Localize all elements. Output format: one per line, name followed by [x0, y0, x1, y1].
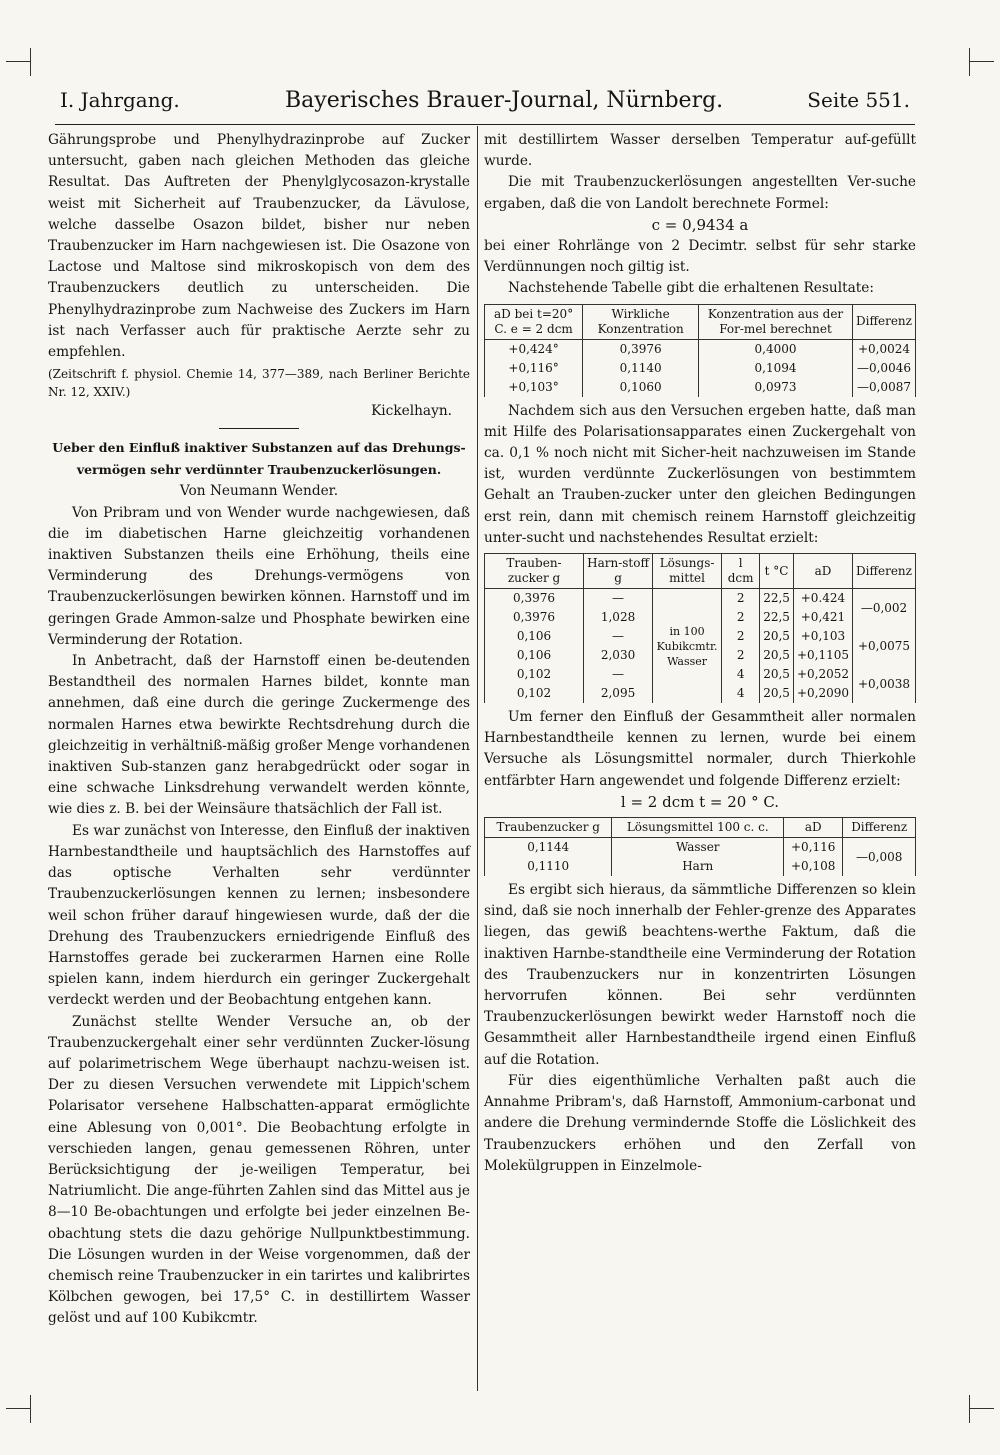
table-cell: 4	[722, 684, 760, 703]
paragraph: Um ferner den Einfluß der Gesammtheit aller normalen Harnbestandtheile kennen zu lernen, wurde bei einem Versuche als Lösungsmittel normaler, durch Thierkohle entfärbter Harn angewendet und folgende Differenz erzielt:	[484, 709, 916, 789]
table-row	[485, 378, 916, 397]
paragraph: Die mit Traubenzuckerlösungen angestellten Ver-suche ergaben, daß die von Landolt berechnete Formel:	[484, 174, 916, 212]
left-column	[48, 130, 470, 1330]
table-cell: 20,5	[760, 684, 794, 703]
table-cell: 0,4000	[699, 339, 853, 359]
table-cell: —	[584, 589, 653, 609]
section-rule	[219, 428, 299, 429]
table-header: aD bei t=20° C. e = 2 dcm	[485, 304, 583, 339]
table-cell: 2	[722, 646, 760, 665]
table-cell: Harn	[612, 857, 784, 876]
table-cell: +0,2090	[793, 684, 852, 703]
paragraph: bei einer Rohrlänge von 2 Decimtr. selbst für sehr starke Verdünnungen noch giltig ist.	[484, 238, 916, 276]
table-cell: 2,030	[584, 646, 653, 665]
crop-mark	[969, 1395, 970, 1423]
citation: (Zeitschrift f. physiol. Chemie 14, 377—389, nach Berliner Berichte Nr. 12, XXIV.)	[48, 367, 470, 400]
volume-label: I. Jahrgang.	[60, 88, 180, 112]
table-cell: 2	[722, 627, 760, 646]
table-cell: 0,1144	[485, 838, 612, 858]
table-cell: +0,1105	[793, 646, 852, 665]
page-number: Seite 551.	[807, 88, 910, 112]
table-row	[485, 339, 916, 359]
table-cell: 0,3976	[583, 339, 699, 359]
column-divider	[477, 126, 478, 1391]
table-cell: 2	[722, 608, 760, 627]
table-cell: +0.424	[793, 589, 852, 609]
table-header: Harn-stoff g	[584, 554, 653, 589]
table-header: aD	[784, 818, 843, 838]
table-header: Lösungs-mittel	[653, 554, 722, 589]
byline: Von Neumann Wender.	[179, 483, 339, 500]
table-cell: 1,028	[584, 608, 653, 627]
table-cell: 2	[722, 589, 760, 609]
table-cell: 0,1094	[699, 359, 853, 378]
crop-mark	[30, 48, 31, 76]
table-cell: 0,1140	[583, 359, 699, 378]
right-column	[484, 130, 916, 1177]
table-cell: +0,424°	[485, 339, 583, 359]
table-cell: —0,0046	[852, 359, 915, 378]
paragraph: In Anbetracht, daß der Harnstoff einen be-deutenden Bestandtheil des normalen Harnes bildet, konnte man annehmen, daß eine durch die geringe Zuckermenge des normalen Harnes etwa bewirkte Rechtsdrehung durch die gleichzeitig in verhältniß-mäßig großer Menge vorhandenen inaktiven Sub-stanzen ganz herabgedrückt oder sogar in eine schwache Linksdrehung verwandelt werden könnte, wie dies z. B. bei der Weinsäure thatsächlich der Fall ist.	[48, 653, 470, 818]
table-header: Differenz	[852, 304, 915, 339]
table-header: t °C	[760, 554, 794, 589]
table-cell: 20,5	[760, 646, 794, 665]
table-cell: —	[584, 665, 653, 684]
table-cell: +0,421	[793, 608, 852, 627]
table-cell: 2,095	[584, 684, 653, 703]
crop-mark	[30, 1395, 31, 1423]
table-cell: 0,102	[485, 665, 584, 684]
table-header: aD	[793, 554, 852, 589]
table-header: Lösungsmittel 100 c. c.	[612, 818, 784, 838]
crop-mark	[970, 1408, 994, 1409]
results-table-2	[484, 553, 916, 703]
formula: c = 0,9434 a	[651, 215, 749, 234]
paragraph: mit destillirtem Wasser derselben Temperatur auf-gefüllt wurde.	[484, 132, 916, 170]
crop-mark	[969, 48, 970, 76]
table-cell: —0,008	[843, 838, 916, 877]
table-header: Differenz	[852, 554, 915, 589]
table-cell: 20,5	[760, 665, 794, 684]
header-rule	[55, 124, 915, 125]
table-cell: 4	[722, 665, 760, 684]
table-cell: +0,103	[793, 627, 852, 646]
paragraph: Von Pribram und von Wender wurde nachgewiesen, daß die im diabetischen Harne gleichzeitig vorhandenen inaktiven Substanzen theils eine Erhöhung, theils eine Verminderung des Drehungs-vermögens von Traubenzuckerlösungen bewirken können. Harnstoff und im geringen Grade Ammon-salze und Phosphate bewirken eine Verminderung der Rotation.	[48, 504, 470, 648]
paragraph: Es war zunächst von Interesse, den Einfluß der inaktiven Harnbestandtheile und hauptsächlich des Harnstoffes auf das optische Verhalten sehr verdünnter Traubenzuckerlösungen kennen zu lernen; insbesondere weil schon früher darauf hingewiesen wurde, daß der die Drehung des Traubenzuckers erniedrigende Einfluß des Harnstoffes gerade bei zuckerarmen Harnen eine Rolle spielen kann, indem hierdurch ein geringer Zuckergehalt verdeckt werden und der Beobachtung entgehen kann.	[48, 822, 470, 1009]
table-cell: 0,3976	[485, 589, 584, 609]
table-cell: +0,116°	[485, 359, 583, 378]
results-table-1	[484, 304, 916, 397]
paragraph: Nachstehende Tabelle gibt die erhaltenen Resultate:	[508, 280, 874, 297]
table-row	[485, 589, 916, 609]
table-cell: 0,106	[485, 627, 584, 646]
table-cell: 0,3976	[485, 608, 584, 627]
paragraph: Für dies eigenthümliche Verhalten paßt auch die Annahme Pribram's, daß Harnstoff, Ammonium-carbonat und andere die Drehung vermindernde Stoffe die Löslichkeit des Traubenzuckers erhöhen und den Zerfall von Molekülgruppen in Einzelmole-	[484, 1072, 916, 1174]
table-header: Traubenzucker g	[485, 818, 612, 838]
table-header: Konzentration aus der For-mel berechnet	[699, 304, 853, 339]
crop-mark	[6, 61, 30, 62]
table-cell: 22,5	[760, 589, 794, 609]
table-cell: —0,002	[852, 589, 915, 628]
formula: l = 2 dcm t = 20 ° C.	[620, 792, 780, 811]
table-cell: 20,5	[760, 627, 794, 646]
table-cell: 0,0973	[699, 378, 853, 397]
table-cell: 0,102	[485, 684, 584, 703]
table-cell: +0,103°	[485, 378, 583, 397]
page-header	[60, 88, 910, 122]
table-cell: +0,2052	[793, 665, 852, 684]
table-row	[485, 359, 916, 378]
table-cell: +0,0075	[852, 627, 915, 665]
table-cell: 22,5	[760, 608, 794, 627]
table-cell: 0,106	[485, 646, 584, 665]
results-table-3	[484, 817, 916, 876]
table-row	[485, 838, 916, 858]
article-heading: Ueber den Einfluß inaktiver Substanzen auf das Drehungs-vermögen sehr verdünnter Traubenzuckerlösungen.	[52, 440, 466, 478]
intro-paragraph: Gährungsprobe und Phenylhydrazinprobe auf Zucker untersucht, gaben nach gleichen Methoden das gleiche Resultat. Das Auftreten der Phenylglycosazon-krystalle weist mit Sicherheit auf Traubenzucker, da Lävulose, welche dasselbe Osazon bildet, bisher nur neben Traubenzucker im Harn nachgewiesen ist. Die Osazone von Lactose und Maltose sind mikroskopisch von dem des Traubenzuckers deutlich zu unterscheiden. Die Phenylhydrazinprobe zum Nachweise des Zuckers im Harn ist nach Verfasser auch für praktische Aerzte sehr zu empfehlen.	[48, 132, 470, 361]
table-header: Wirkliche Konzentration	[583, 304, 699, 339]
paragraph: Nachdem sich aus den Versuchen ergeben hatte, daß man mit Hilfe des Polarisationsapparates einen Zuckergehalt von ca. 0,1 % noch nicht mit Sicher-heit nachzuweisen im Stande ist, wurden verdünnte Zuckerlösungen von bestimmtem Gehalt an Trauben-zucker unter den gleichen Bedingungen erst rein, dann mit chemisch reinem Harnstoff gleichzeitig unter-sucht und nachstehendes Resultat erzielt:	[484, 402, 916, 546]
table-cell: +0,116	[784, 838, 843, 858]
signature: Kickelhayn.	[371, 403, 452, 420]
crop-mark	[970, 61, 994, 62]
solvent-cell: in 100 Kubikcmtr. Wasser	[653, 589, 722, 704]
crop-mark	[6, 1408, 30, 1409]
table-cell: Wasser	[612, 838, 784, 858]
table-cell: +0,108	[784, 857, 843, 876]
table-cell: —0,0087	[852, 378, 915, 397]
table-header: l dcm	[722, 554, 760, 589]
table-cell: —	[584, 627, 653, 646]
paragraph: Zunächst stellte Wender Versuche an, ob der Traubenzuckergehalt einer sehr verdünnten Zucker-lösung auf polarimetrischem Wege überhaupt nachzu-weisen ist. Der zu diesen Versuchen verwendete mit Lippich'schem Polarisator versehene Halbschatten-apparat ermöglichte eine Ablesung von 0,001°. Die Beobachtung erfolgte in verschieden langen, genau gemessenen Röhren, unter Berücksichtigung der je-weiligen Temperatur, bei Natriumlicht. Die ange-führten Zahlen sind das Mittel aus je 8—10 Be-obachtungen und erfolgte bei jeder einzelnen Be-obachtung stets die dazu gehörige Nullpunktbestimmung. Die Lösungen wurden in der Weise vorgenommen, daß der chemisch reine Traubenzucker in ein tarirtes und kalibrirtes Kölbchen gewogen, bei 17,5° C. in destillirtem Wasser gelöst und auf 100 Kubikcmtr.	[48, 1013, 470, 1327]
table-header: Trauben-zucker g	[485, 554, 584, 589]
table-cell: 0,1110	[485, 857, 612, 876]
table-cell: +0,0024	[852, 339, 915, 359]
table-cell: 0,1060	[583, 378, 699, 397]
paragraph: Es ergibt sich hieraus, da sämmtliche Differenzen so klein sind, daß sie noch innerhalb der Fehler-grenze des Apparates liegen, das gewiß beachtens-werthe Faktum, daß die inaktiven Harnbe-standtheile eine Verminderung der Rotation des Traubenzuckers nur in konzentrirten Lösungen hervorrufen können. Bei sehr verdünnten Traubenzuckerlösungen bewirkt weder Harnstoff noch die Gesammtheit aller Harnbestandtheile irgend einen Einfluß auf die Rotation.	[484, 882, 916, 1068]
journal-title: Bayerisches Brauer-Journal, Nürnberg.	[285, 88, 724, 113]
table-cell: +0,0038	[852, 665, 915, 703]
table-header: Differenz	[843, 818, 916, 838]
